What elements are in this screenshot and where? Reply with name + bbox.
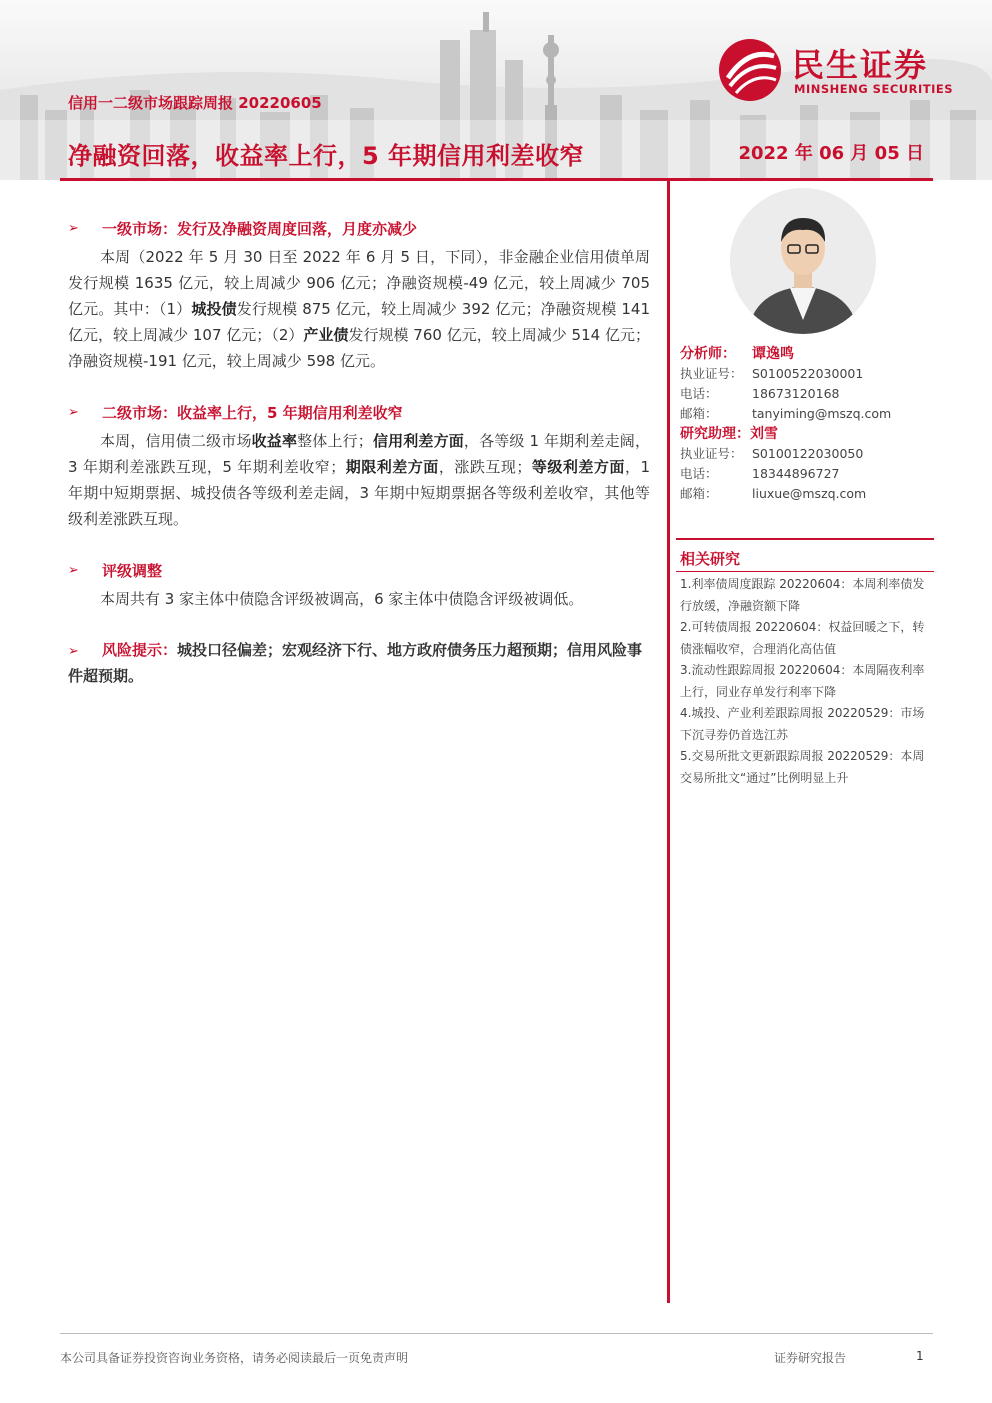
field-key: 邮箱： <box>680 406 718 421</box>
bold-text-run: 收益率 <box>251 432 298 450</box>
text-run: 整体上行； <box>297 432 373 450</box>
assistant-role-label: 研究助理： <box>680 426 750 442</box>
bold-text-run: 信用利差方面 <box>372 432 464 450</box>
section-heading-text: 一级市场：发行及净融资周度回落，月度亦减少 <box>102 219 418 238</box>
assistant-name-row <box>680 423 932 443</box>
analyst-photo <box>730 188 876 334</box>
section-secondary-market <box>68 400 650 532</box>
bold-text-run: 等级利差方面 <box>531 458 625 476</box>
text-run: ，各等级 1 年期利差走阔，3 年期利差涨跌互现，5 年期利差收窄； <box>68 432 650 476</box>
report-date: 2022 年 06 月 05 日 <box>738 143 924 164</box>
section-rating-adjustment <box>68 558 650 612</box>
section-paragraph <box>68 586 650 612</box>
bold-text-run: 产业债 <box>303 326 349 344</box>
header-divider <box>60 178 933 181</box>
analyst-phone-row <box>680 383 932 403</box>
assistant-license-row <box>680 443 932 463</box>
related-bottom-divider <box>676 571 934 572</box>
arrow-bullet-icon: ➢ <box>68 562 79 578</box>
field-value: 18344896727 <box>752 465 840 481</box>
analyst-email-row <box>680 403 932 423</box>
section-heading-text: 评级调整 <box>102 561 163 580</box>
related-research-item[interactable]: 4.城投、产业利差跟踪周报 20220529：市场下沉寻券仍首选江苏 <box>680 706 925 742</box>
section-heading <box>68 400 650 424</box>
report-title: 净融资回落，收益率上行，5 年期信用利差收窄 <box>68 142 585 170</box>
risk-text: 城投口径偏差；宏观经济下行、地方政府债务压力超预期；信用风险事件超预期。 <box>68 641 643 685</box>
field-value: S0100122030050 <box>752 445 864 461</box>
arrow-bullet-icon: ➢ <box>68 644 79 659</box>
arrow-bullet-icon: ➢ <box>68 220 79 236</box>
section-risk <box>68 638 650 688</box>
field-key: 电话： <box>680 466 718 481</box>
analyst-email-link[interactable]: tanyiming@mszq.com <box>752 405 892 421</box>
text-run: ，1 年期中短期票据、城投债各等级利差走阔，3 年期中短期票据各等级利差收窄，其他等级利差涨跌互现。 <box>68 458 650 528</box>
analyst-role-label: 分析师： <box>680 346 736 362</box>
section-primary-market <box>68 216 650 374</box>
related-research-item[interactable]: 1.利率债周度跟踪 20220604：本周利率债发行放缓，净融资额下降 <box>680 577 925 613</box>
text-run: 本周共有 3 家主体中债隐含评级被调高，6 家主体中债隐含评级被调低。 <box>100 590 584 608</box>
analyst-name: 谭逸鸣 <box>752 346 794 362</box>
arrow-bullet-icon: ➢ <box>68 404 79 420</box>
main-content <box>68 216 650 714</box>
analyst-name-row <box>680 343 932 363</box>
text-run: 本周，信用债二级市场 <box>100 432 252 450</box>
footer-divider <box>60 1333 933 1334</box>
field-key: 邮箱： <box>680 486 718 501</box>
analyst-portrait-icon <box>730 188 876 334</box>
field-key: 执业证号： <box>680 366 743 381</box>
field-value: 18673120168 <box>752 385 840 401</box>
footer-disclaimer: 本公司具备证券投资咨询业务资格，请务必阅读最后一页免责声明 <box>60 1351 409 1365</box>
risk-label: 风险提示： <box>102 641 178 659</box>
field-value: S0100522030001 <box>752 365 864 381</box>
logo-english-name: MINSHENG SECURITIES <box>794 82 953 96</box>
analyst-license-row <box>680 363 932 383</box>
analyst-info <box>680 343 932 503</box>
minsheng-logo <box>718 38 968 102</box>
footer-doc-type: 证券研究报告 <box>774 1351 847 1365</box>
text-run: 本周（2022 年 5 月 30 日至 2022 年 6 月 5 日，下同），非金融企业信用债单周发行规模 1635 亿元，较上周减少 906 亿元；净融资规模-49 亿元，较上周减少 705 亿元。其中：（1） <box>68 248 650 318</box>
report-series: 信用一二级市场跟踪周报 20220605 <box>68 94 322 112</box>
assistant-email-row <box>680 483 932 503</box>
logo-emblem-icon <box>718 38 784 102</box>
related-research-list <box>680 574 930 789</box>
section-heading <box>68 216 650 240</box>
assistant-phone-row <box>680 463 932 483</box>
related-research-title: 相关研究 <box>680 550 741 568</box>
text-run: 发行规模 760 亿元，较上周减少 514 亿元；净融资规模-191 亿元，较上周减少 598 亿元。 <box>68 326 650 370</box>
related-research-item[interactable]: 5.交易所批文更新跟踪周报 20220529：本周交易所批文“通过”比例明显上升 <box>680 749 925 785</box>
related-research-item[interactable]: 3.流动性跟踪周报 20220604：本周隔夜利率上行，同业存单发行利率下降 <box>680 663 925 699</box>
section-paragraph <box>68 428 650 532</box>
section-paragraph <box>68 244 650 374</box>
text-run: 发行规模 875 亿元，较上周减少 392 亿元；净融资规模 141 亿元，较上周减少 107 亿元；（2） <box>68 300 650 344</box>
field-key: 电话： <box>680 386 718 401</box>
assistant-name: 刘雪 <box>750 426 778 442</box>
text-run: ，涨跌互现； <box>438 458 532 476</box>
field-key: 执业证号： <box>680 446 743 461</box>
risk-warning <box>68 638 650 688</box>
logo-chinese-name: 民生证券 <box>792 46 929 84</box>
bold-text-run: 期限利差方面 <box>345 458 439 476</box>
column-divider <box>667 181 670 1303</box>
page-number: 1 <box>916 1349 924 1363</box>
related-research-item[interactable]: 2.可转债周报 20220604：权益回暖之下，转债涨幅收窄，合理消化高估值 <box>680 620 925 656</box>
assistant-email-link[interactable]: liuxue@mszq.com <box>752 485 867 501</box>
related-top-divider <box>676 538 934 540</box>
section-heading <box>68 558 650 582</box>
bold-text-run: 城投债 <box>191 300 237 318</box>
header-banner <box>0 0 992 180</box>
section-heading-text: 二级市场：收益率上行，5 年期信用利差收窄 <box>102 403 403 422</box>
